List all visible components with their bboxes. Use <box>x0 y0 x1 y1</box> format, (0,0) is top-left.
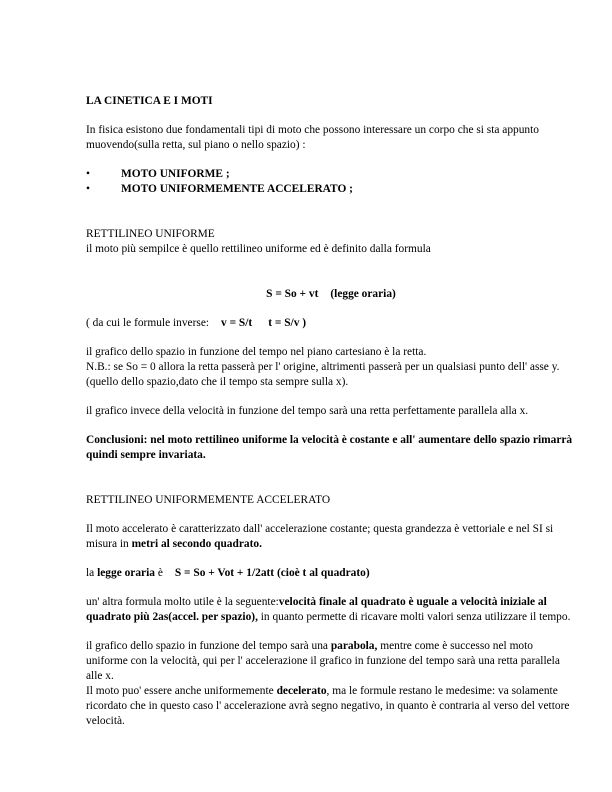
law-formula: S = So + Vot + 1/2att (cioè t al quadrato) <box>174 567 370 579</box>
formula-note: (legge oraria) <box>330 288 396 300</box>
other-prefix: un' altra formula molto utile è la seguente: <box>86 596 279 608</box>
inverse-formulas <box>86 316 576 331</box>
section1-heading: RETTILINEO UNIFORME <box>86 228 215 240</box>
acceleration-unit: metri al secondo quadrato. <box>131 538 262 550</box>
list-item <box>86 167 576 182</box>
hourly-law-formula <box>86 287 576 302</box>
document-page <box>86 94 576 729</box>
nb-paragraph: N.B.: se So = 0 allora la retta passerà per l' origine, altrimenti passerà per un qualsiasi punto dell' asse y.(quello dello spazio,dato che il tempo sta sempre sulla x). <box>86 361 560 388</box>
motion-types-list <box>86 167 576 197</box>
inverse-t: t = S/v ) <box>268 317 307 329</box>
parabola-paragraph <box>86 639 576 684</box>
space-graph-paragraph: il grafico dello spazio in funzione del tempo nel piano cartesiano è la retta. <box>86 346 427 358</box>
bullet-icon: • <box>86 183 90 195</box>
decel-suffix: , ma le formule restano le medesime: va solamente ricordato che in questo caso l' accelerazione avrà segno negativo, in quanto è contraria al verso del vettore velocità. <box>86 685 570 727</box>
conclusion-paragraph: Conclusioni: nel moto rettilineo uniforme la velocità è costante e all' aumentare dello spazio rimarrà quindi sempre invariata. <box>86 434 573 461</box>
graph-prefix: il grafico dello spazio in funzione del tempo sarà una <box>86 640 331 652</box>
acceleration-text: Il moto accelerato è caratterizzato dall' accelerazione costante; questa grandezza è vettoriale e nel SI si misura in <box>86 523 554 550</box>
acceleration-paragraph <box>86 522 576 552</box>
list-item-text: MOTO UNIFORMEMENTE ACCELERATO ; <box>121 183 353 195</box>
inverse-prefix: ( da cui le formule inverse: <box>86 317 210 329</box>
document-title: LA CINETICA E I MOTI <box>86 95 213 107</box>
law-prefix: la <box>86 567 98 579</box>
section1-intro: il moto più sempilce è quello rettilineo uniforme ed è definito dalla formula <box>86 243 431 255</box>
velocity-graph-paragraph: il grafico invece della velocità in funzione del tempo sarà una retta perfettamente parallela alla x. <box>86 405 529 417</box>
inverse-v: v = S/t <box>221 317 253 329</box>
section2-heading: RETTILINEO UNIFORMEMENTE ACCELERATO <box>86 494 331 506</box>
other-formula-paragraph <box>86 595 576 625</box>
deceleration-paragraph <box>86 684 576 729</box>
decel-prefix: Il moto puo' essere anche uniformemente <box>86 685 277 697</box>
formula-text: S = So + vt <box>266 288 319 300</box>
other-suffix: in quanto permette di ricavare molti valori senza utilizzare il tempo. <box>257 611 571 623</box>
law-bold: legge oraria <box>97 567 155 579</box>
intro-paragraph: In fisica esistono due fondamentali tipi di moto che possono interessare un corpo che si sta appunto muovendo(sulla retta, sul piano o nello spazio) : <box>86 124 539 151</box>
list-item-text: MOTO UNIFORME ; <box>121 168 230 180</box>
graph-bold: parabola, <box>330 640 378 652</box>
law-paragraph <box>86 566 576 581</box>
list-item <box>86 182 576 197</box>
decel-bold: decelerato <box>276 685 327 697</box>
bullet-icon: • <box>86 168 90 180</box>
graph-suffix: mentre come è successo nel moto uniforme con la velocità, qui per l' accelerazione il grafico in funzione del tempo sarà una retta parallela alle x. <box>86 640 560 682</box>
other-bold: velocità finale al quadrato è uguale a velocità iniziale al quadrato più 2as(accel. per spazio), <box>86 596 547 623</box>
law-is: è <box>154 567 163 579</box>
